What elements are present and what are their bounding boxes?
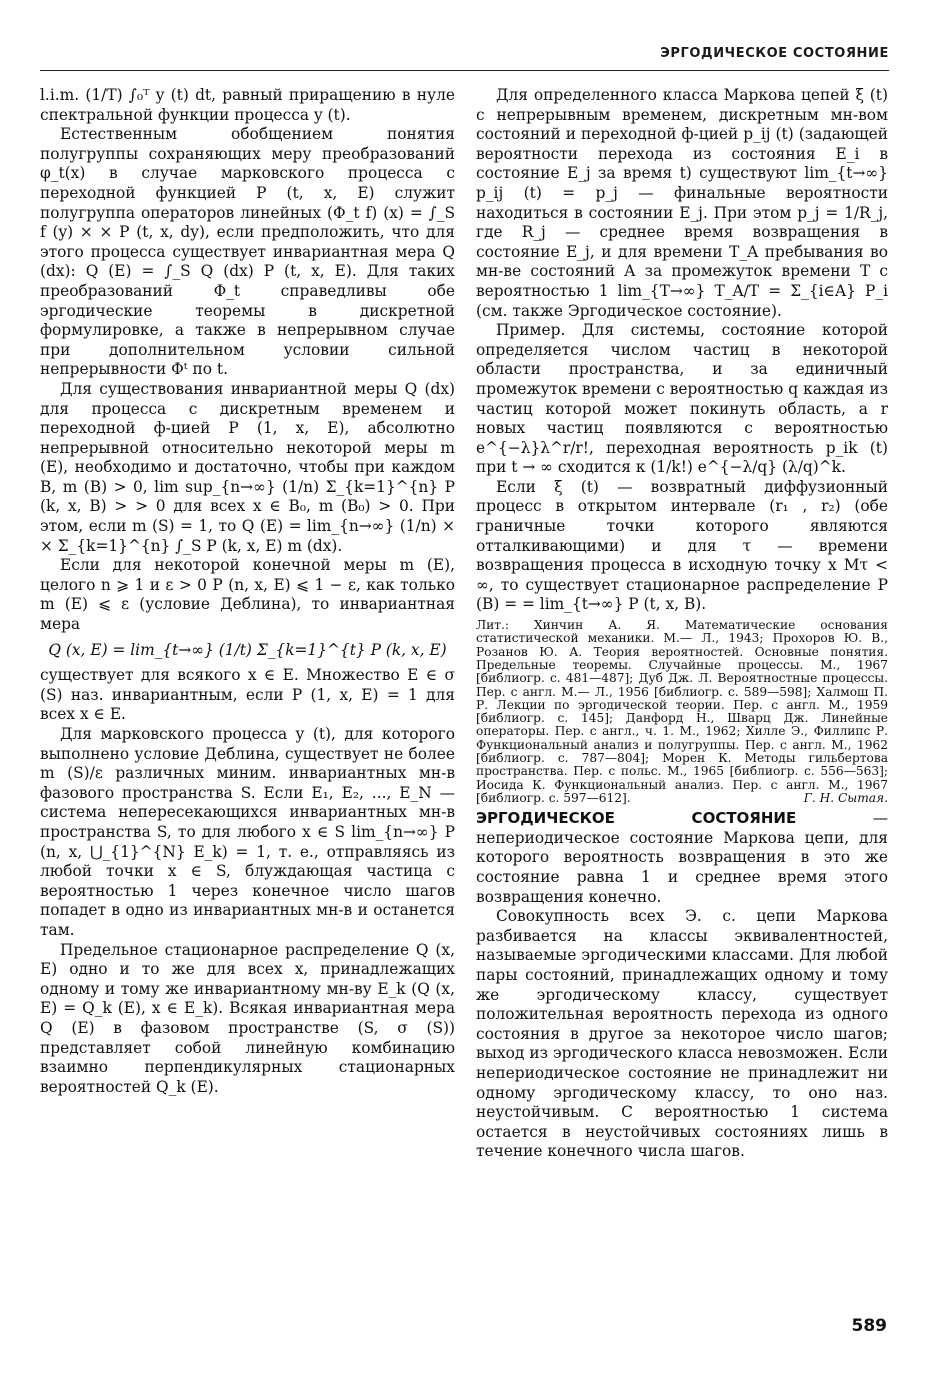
paragraph: l.i.m. (1/T) ∫₀ᵀ y (t) dt, равный приращению в нуле спектральной функции процесса y (t). xyxy=(40,86,455,124)
paragraph: существует для всякого x ∈ E. Множество E ∈ σ (S) наз. инвариантным, если P (1, x, E) = 1 для всех x ∈ E. xyxy=(40,666,455,724)
paragraph: Для марковского процесса y (t), для которого выполнено условие Деблина, существует не более m (S)/ε различных миним. инвариантных мн-в фазового пространства S. Если E₁, E₂, ..., E_N — система непересекающихся инвариантных мн-в пространства S, то для любого x ∈ S lim_{n→∞} P (n, x, ⋃_{1}^{N} E_k) = 1, т. е., отправляясь из любой точки x ∈ S, блуждающая частица с вероятностью 1 через конечное число шагов попадет в одно из инвариантных мн-в и останется там. xyxy=(40,725,455,939)
running-head: ЭРГОДИЧЕСКОЕ СОСТОЯНИЕ xyxy=(660,46,889,61)
paragraph: Предельное стационарное распределение Q (x, E) одно и то же для всех x, принадлежащих одному и тому же инвариантному мн-ву E_k (Q (x, E) = Q_k (E), x ∈ E_k). Всякая инвариантная мера Q (E) в фазовом пространстве (S, σ (S)) представляет собой линейную комбинацию взаимно перпендикулярных стационарных вероятностей Q_k (E). xyxy=(40,940,455,1096)
literature-list: Лит.: Хинчин А. Я. Математические основания статистической механики. М.— Л., 1943; Прохоров Ю. В., Розанов Ю. А. Теория вероятностей. Основные понятия. Предельные теоремы. Случайные процессы. М., 1967 [библиогр. с. 481—487]; Дуб Дж. Л. Вероятностные процессы. Пер. с англ. М.— Л., 1956 [библиогр. с. 589—598]; Халмош П. Р. Лекции по эргодической теории. Пер. с англ. М., 1959 [библиогр. с. 145]; Данфорд Н., Шварц Дж. Линейные операторы. Пер. с англ., ч. 1. М., 1962; Хилле Э., Филлипс Р. Функциональный анализ и полугруппы. Пер. с англ. М., 1962 [библиогр. с. 787—804]; Морен К. Методы гильбертова пространства. Пер. с польс. М., 1965 [библиогр. с. 556—563]; Иосида К. Функциональный анализ. Пер. с англ. М., 1967 [библиогр. с. 597—612]. xyxy=(476,618,888,805)
article-author: Г. Н. Сытая. xyxy=(803,790,888,805)
literature-block xyxy=(476,619,888,805)
paragraph: Естественным обобщением понятия полугруппы сохраняющих меру преобразований φ_t(x) в случае марковского процесса с переходной функцией P (t, x, E) служит полугруппа операторов линейных (Φ_t f) (x) = ∫_S f (y) × × P (t, x, dy), если предположить, что для этого процесса существует инвариантная мера Q (dx): Q (E) = ∫_S Q (dx) P (t, x, E). Для таких преобразований Φ_t справедливы обе эргодические теоремы в дискретной формулировке, а также в непрерывном случае при дополнительном условии сильной непрерывности Φᵗ по t. xyxy=(40,125,455,379)
paragraph: Пример. Для системы, состояние которой определяется числом частиц в некоторой области пространства, и за единичный промежуток времени с вероятностью q каждая из частиц которой может покинуть область, а r новых частиц появляются с вероятностью e^{−λ}λ^r/r!, переходная вероятность p_ik (t) при t → ∞ сходится к (1/k!) e^{−λ/q} (λ/q)^k. xyxy=(476,321,888,477)
entry-definition-text: — непериодическое состояние Маркова цепи, для которого вероятность возвращения в это же состояние равна 1 и среднее время этого возвращения конечно. xyxy=(476,809,888,906)
paragraph: Если для некоторой конечной меры m (E), целого n ⩾ 1 и ε > 0 P (n, x, E) ⩽ 1 − ε, как только m (E) ⩽ ε (условие Деблина), то инвариантная мера xyxy=(40,556,455,634)
paragraph: Совокупность всех Э. с. цепи Маркова разбивается на классы эквивалентностей, называемые эргодическими классами. Для любой пары состояний, принадлежащих одному и тому же эргодическому классу, существует положительная вероятность перехода из одного состояния в другое за некоторое число шагов; выход из эргодического класса невозможен. Если непериодическое состояние не принадлежит ни одному эргодическому классу, то оно наз. неустойчивым. С вероятностью 1 система остается в неустойчивых состояниях лишь в течение конечного числа шагов. xyxy=(476,907,888,1161)
paragraph: Для существования инвариантной меры Q (dx) для процесса с дискретным временем и переходной ф-цией P (1, x, E), абсолютно непрерывной относительно некоторой меры m (E), необходимо и достаточно, чтобы при каждом B, m (B) > 0, lim sup_{n→∞} (1/n) Σ_{k=1}^{n} P (k, x, B) > > 0 для всех x ∈ B₀, m (B₀) > 0. При этом, если m (S) = 1, то Q (E) = lim_{n→∞} (1/n) × × Σ_{k=1}^{n} ∫_S P (k, x, E) m (dx). xyxy=(40,379,455,555)
entry-definition xyxy=(476,809,888,907)
header-rule xyxy=(40,70,889,71)
formula: Q (x, E) = lim_{t→∞} (1/t) Σ_{k=1}^{t} P (k, x, E) xyxy=(48,640,447,659)
page-number: 589 xyxy=(851,1316,887,1336)
paragraph: Для определенного класса Маркова цепей ξ (t) с непрерывным временем, дискретным мн-вом состояний и переходной ф-цией p_ij (t) (задающей вероятности перехода из состояния E_i в состояние E_j за время t) существуют lim_{t→∞} p_ij (t) = p_j — финальные вероятности находиться в состоянии E_j. При этом p_j = 1/R_j, где R_j — среднее время возвращения в состояние E_j, и для времени T_A пребывания во мн-ве состояний A за промежуток времени T с вероятностью 1 lim_{T→∞} T_A/T = Σ_{i∈A} P_i (см. также Эргодическое состояние). xyxy=(476,86,888,320)
left-column xyxy=(40,86,455,1097)
paragraph: Если ξ (t) — возвратный диффузионный процесс в открытом интервале (r₁ , r₂) (обе граничные точки которого являются отталкивающими) и для τ — времени возвращения процесса в исходную точку x Mτ < ∞, то существует стационарное распределение P (B) = = lim_{t→∞} P (t, x, B). xyxy=(476,477,888,614)
right-column xyxy=(476,86,888,1162)
entry-headword: ЭРГОДИЧЕСКОЕ СОСТОЯНИЕ xyxy=(476,809,797,828)
